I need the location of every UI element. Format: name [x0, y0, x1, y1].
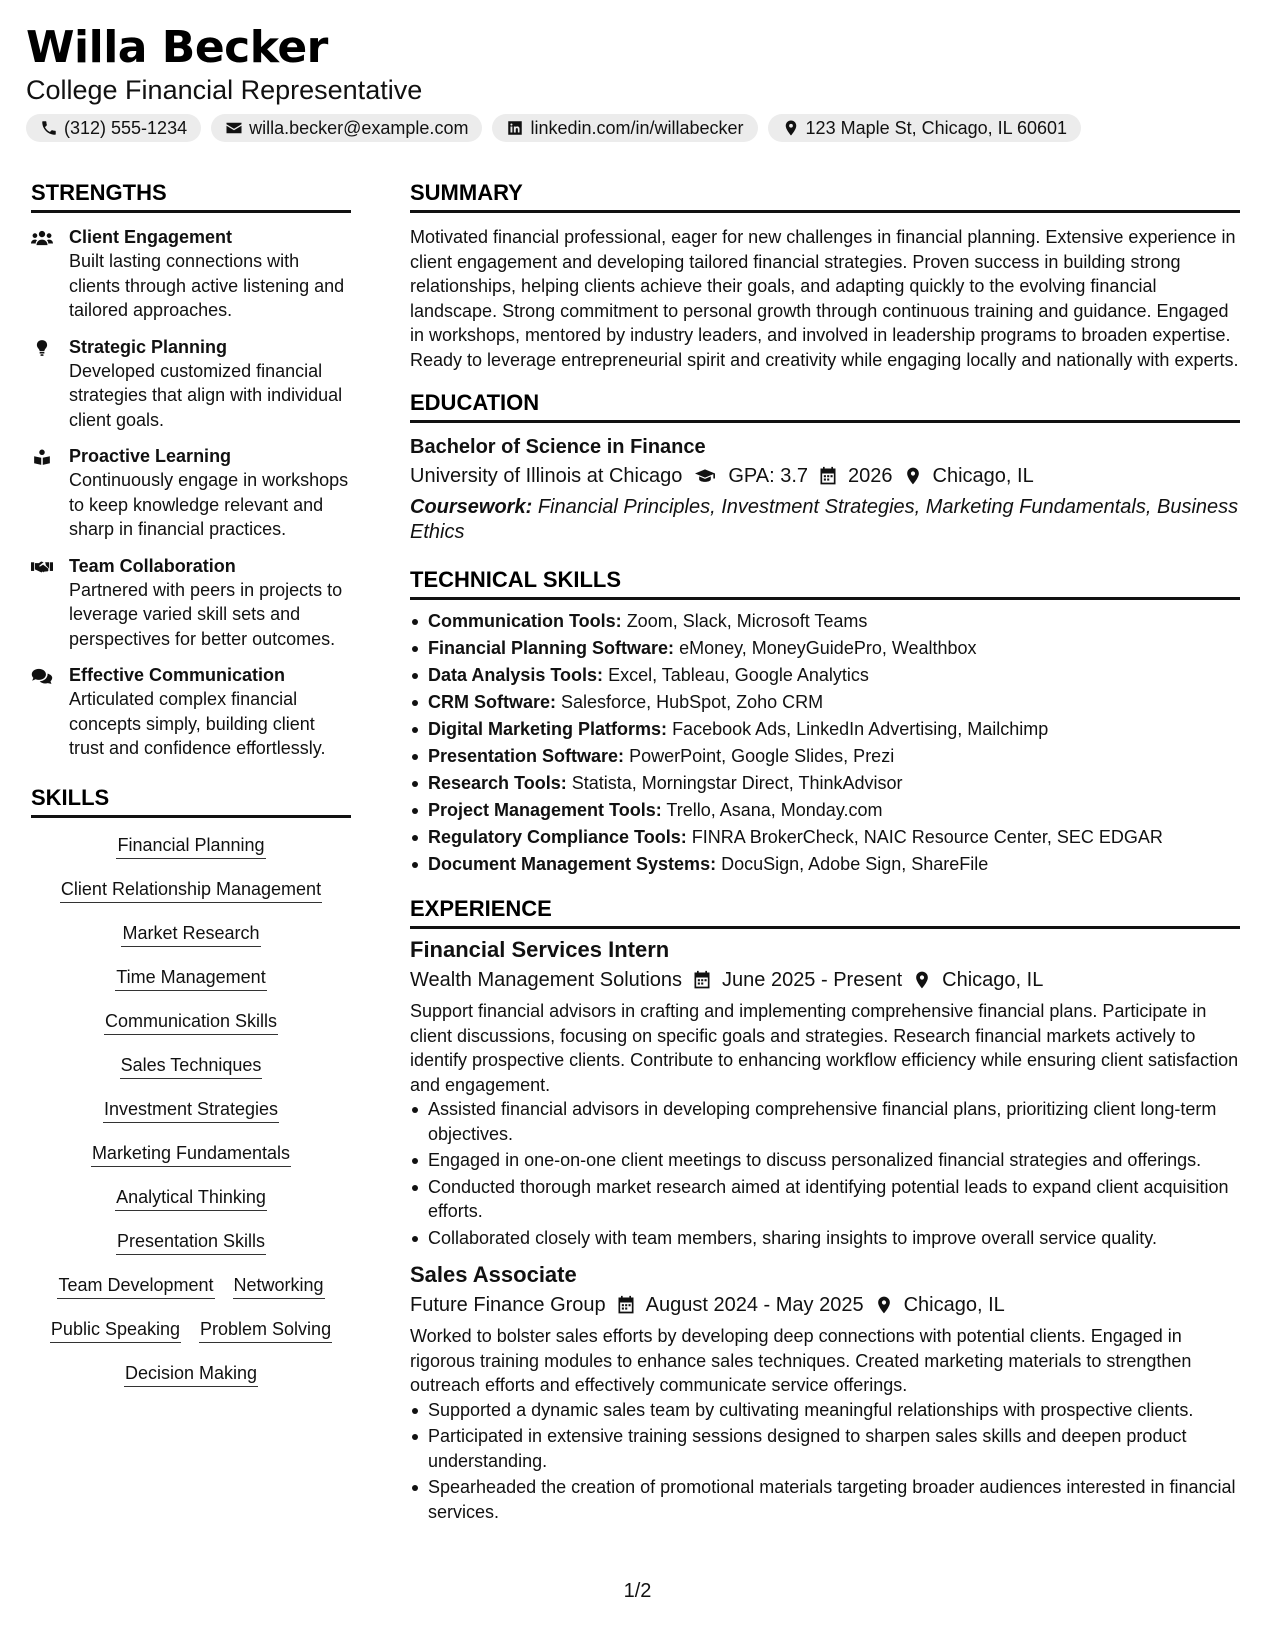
- strength-item: [31, 663, 351, 761]
- contact-email: [211, 114, 482, 142]
- skill-tag: Communication Skills: [104, 1008, 278, 1035]
- map-pin-icon: [874, 1295, 894, 1315]
- gpa-value: GPA: 3.7: [728, 465, 809, 487]
- job-bullet: Participated in extensive training sessions designed to sharpen sales skills and deepen product understanding.: [410, 1424, 1240, 1473]
- tech-skill-item: [410, 635, 1240, 662]
- skill-tag: Client Relationship Management: [60, 876, 322, 903]
- candidate-name: Willa Becker: [26, 22, 328, 73]
- technical-skills-list: [410, 608, 1240, 878]
- strength-item: [31, 554, 351, 652]
- summary-heading: SUMMARY: [410, 178, 1240, 213]
- tech-skill-label: Research Tools:: [428, 773, 567, 793]
- job-bullet: Engaged in one-on-one client meetings to discuss personalized financial strategies and offerings.: [410, 1148, 1240, 1173]
- skill-tag: Team Development: [57, 1272, 214, 1299]
- tech-skill-value: Salesforce, HubSpot, Zoho CRM: [561, 692, 824, 712]
- strength-title: Strategic Planning: [69, 336, 228, 357]
- graduation-year: 2026: [848, 465, 893, 487]
- tech-skill-label: Digital Marketing Platforms:: [428, 719, 668, 739]
- coursework: [410, 495, 1240, 545]
- lightbulb-icon: [31, 339, 53, 357]
- address-text: 123 Maple St, Chicago, IL 60601: [805, 117, 1068, 138]
- comments-icon: [31, 667, 53, 685]
- linkedin-icon: [506, 119, 524, 137]
- job-bullet: Collaborated closely with team members, sharing insights to improve overall service quality.: [410, 1226, 1240, 1251]
- job-summary: Worked to bolster sales efforts by developing deep connections with potential clients. Engaged in rigorous training modules to enhance sales techniques. Created marketing materials to strengthen outreach efforts and effectively communicate service offerings.: [410, 1326, 1192, 1395]
- right-column: [410, 178, 1240, 1526]
- technical-skills-heading: TECHNICAL SKILLS: [410, 565, 1240, 600]
- job-entry: [410, 1260, 1240, 1524]
- candidate-title: College Financial Representative: [26, 75, 423, 105]
- envelope-icon: [225, 119, 243, 137]
- skills-heading: SKILLS: [31, 783, 351, 818]
- education-heading: EDUCATION: [410, 388, 1240, 423]
- summary-text: Motivated financial professional, eager for new challenges in financial planning. Extensive experience in client engagement and developing tailored financial strategies. Proven success in building strong relationships, helping clients achieve their goals, and adapting quickly to the evolving financial landscape. Strong commitment to personal growth through continuous training and guidance. Engaged in workshops, mentored by industry leaders, and involved in leadership programs to broaden expertise. Ready to leverage entrepreneurial spirit and creativity while engaging locally and nationally with experts.: [410, 227, 1239, 370]
- tech-skill-label: Financial Planning Software:: [428, 638, 675, 658]
- skill-tag: Networking: [233, 1272, 325, 1299]
- school-name: University of Illinois at Chicago: [410, 465, 683, 487]
- job-location: Chicago, IL: [903, 1294, 1005, 1316]
- calendar-icon: [692, 970, 712, 990]
- calendar-icon: [818, 466, 838, 486]
- phone-icon: [40, 119, 58, 137]
- tech-skill-value: Statista, Morningstar Direct, ThinkAdvisor: [571, 773, 903, 793]
- job-bullets: [410, 1398, 1240, 1525]
- strength-title: Team Collaboration: [69, 555, 236, 576]
- tech-skill-value: Excel, Tableau, Google Analytics: [608, 665, 869, 685]
- users-icon: [31, 229, 53, 247]
- job-dates: August 2024 - May 2025: [645, 1294, 864, 1316]
- email-text: willa.becker@example.com: [249, 117, 469, 138]
- tech-skill-value: Zoom, Slack, Microsoft Teams: [626, 611, 868, 631]
- skill-tag: Public Speaking: [50, 1316, 181, 1343]
- resume-header: [26, 22, 1249, 142]
- strength-desc: Continuously engage in workshops to keep knowledge relevant and sharp in financial practices.: [69, 470, 349, 539]
- skill-tag: Financial Planning: [116, 832, 265, 859]
- tech-skill-item: [410, 770, 1240, 797]
- linkedin-text: linkedin.com/in/willabecker: [530, 117, 744, 138]
- tech-skill-item: [410, 689, 1240, 716]
- job-bullet: Supported a dynamic sales team by cultivating meaningful relationships with prospective clients.: [410, 1398, 1240, 1423]
- calendar-icon: [616, 1295, 636, 1315]
- skill-tag: Time Management: [115, 964, 266, 991]
- skills-list: [31, 832, 351, 1387]
- tech-skill-item: [410, 824, 1240, 851]
- job-bullet: Conducted thorough market research aimed at identifying potential leads to expand client acquisition efforts.: [410, 1175, 1240, 1224]
- education-location: Chicago, IL: [932, 465, 1034, 487]
- tech-skill-value: eMoney, MoneyGuidePro, Wealthbox: [679, 638, 977, 658]
- graduation-cap-icon: [692, 466, 718, 486]
- tech-skill-label: Data Analysis Tools:: [428, 665, 604, 685]
- tech-skill-item: [410, 608, 1240, 635]
- map-pin-icon: [903, 466, 923, 486]
- tech-skill-label: Regulatory Compliance Tools:: [428, 827, 687, 847]
- job-meta: [410, 1290, 1240, 1320]
- job-location: Chicago, IL: [942, 969, 1044, 991]
- company-name: Wealth Management Solutions: [410, 969, 683, 991]
- tech-skill-label: Project Management Tools:: [428, 800, 662, 820]
- strength-desc: Articulated complex financial concepts simply, building client trust and confidence effortlessly.: [69, 689, 326, 758]
- strength-desc: Built lasting connections with clients through active listening and tailored approaches.: [69, 251, 345, 320]
- contact-linkedin: [492, 114, 757, 142]
- tech-skill-value: PowerPoint, Google Slides, Prezi: [629, 746, 895, 766]
- job-bullet: Spearheaded the creation of promotional materials targeting broader audiences interested in financial services.: [410, 1475, 1240, 1524]
- tech-skill-item: [410, 743, 1240, 770]
- coursework-label: Coursework:: [410, 496, 533, 518]
- skill-tag: Presentation Skills: [116, 1228, 266, 1255]
- skill-tag: Market Research: [121, 920, 260, 947]
- tech-skill-value: DocuSign, Adobe Sign, ShareFile: [721, 854, 989, 874]
- tech-skill-item: [410, 716, 1240, 743]
- experience-heading: EXPERIENCE: [410, 894, 1240, 929]
- strength-title: Effective Communication: [69, 665, 286, 685]
- book-reader-icon: [31, 448, 53, 466]
- tech-skill-value: FINRA BrokerCheck, NAIC Resource Center, SEC EDGAR: [691, 827, 1163, 847]
- skill-tag: Problem Solving: [199, 1316, 332, 1343]
- tech-skill-item: [410, 662, 1240, 689]
- page-number: 1/2: [623, 1580, 652, 1602]
- job-title: Financial Services Intern: [410, 937, 670, 962]
- degree-title: Bachelor of Science in Finance: [410, 436, 706, 458]
- job-bullets: [410, 1097, 1240, 1250]
- strength-title: Client Engagement: [69, 227, 233, 247]
- strength-title: Proactive Learning: [69, 446, 232, 466]
- tech-skill-label: Presentation Software:: [428, 746, 625, 766]
- coursework-list: Financial Principles, Investment Strategies, Marketing Fundamentals, Business Ethics: [410, 496, 1239, 543]
- strength-item: [31, 225, 351, 323]
- contact-address: [768, 114, 1082, 142]
- map-pin-icon: [782, 119, 800, 137]
- tech-skill-label: Document Management Systems:: [428, 854, 717, 874]
- job-meta: [410, 965, 1240, 995]
- job-dates: June 2025 - Present: [722, 969, 903, 991]
- tech-skill-item: [410, 851, 1240, 878]
- contact-bar: [26, 114, 1249, 142]
- strength-item: [31, 335, 351, 433]
- strength-item: [31, 444, 351, 542]
- skill-tag: Investment Strategies: [103, 1096, 279, 1123]
- skill-tag: Decision Making: [124, 1360, 258, 1387]
- education-meta: [410, 461, 1240, 491]
- job-title: Sales Associate: [410, 1262, 577, 1287]
- company-name: Future Finance Group: [410, 1294, 606, 1316]
- skill-tag: Marketing Fundamentals: [91, 1140, 291, 1167]
- map-pin-icon: [912, 970, 932, 990]
- tech-skill-value: Facebook Ads, LinkedIn Advertising, Mailchimp: [672, 719, 1049, 739]
- skill-tag: Sales Techniques: [120, 1052, 263, 1079]
- tech-skill-item: [410, 797, 1240, 824]
- tech-skill-value: Trello, Asana, Monday.com: [666, 800, 883, 820]
- tech-skill-label: Communication Tools:: [428, 611, 622, 631]
- strength-desc: Developed customized financial strategies that align with individual client goals.: [69, 360, 343, 430]
- tech-skill-label: CRM Software:: [428, 692, 557, 712]
- skill-tag: Analytical Thinking: [115, 1184, 267, 1211]
- job-entry: [410, 935, 1240, 1250]
- strengths-heading: STRENGTHS: [31, 178, 351, 213]
- handshake-icon: [31, 558, 53, 576]
- left-column: [31, 178, 351, 1387]
- job-bullet: Assisted financial advisors in developing comprehensive financial plans, prioritizing client long-term objectives.: [410, 1097, 1240, 1146]
- phone-text: (312) 555-1234: [64, 117, 188, 138]
- strength-desc: Partnered with peers in projects to leverage varied skill sets and perspectives for better outcomes.: [69, 579, 343, 649]
- contact-phone: [26, 114, 201, 142]
- job-summary: Support financial advisors in crafting and implementing comprehensive financial plans. Participate in client discussions, focusing on specific goals and strategies. Research financial markets actively to identify prospective clients. Contribute to enhancing workflow efficiency while ensuring client satisfaction and engagement.: [410, 1001, 1239, 1095]
